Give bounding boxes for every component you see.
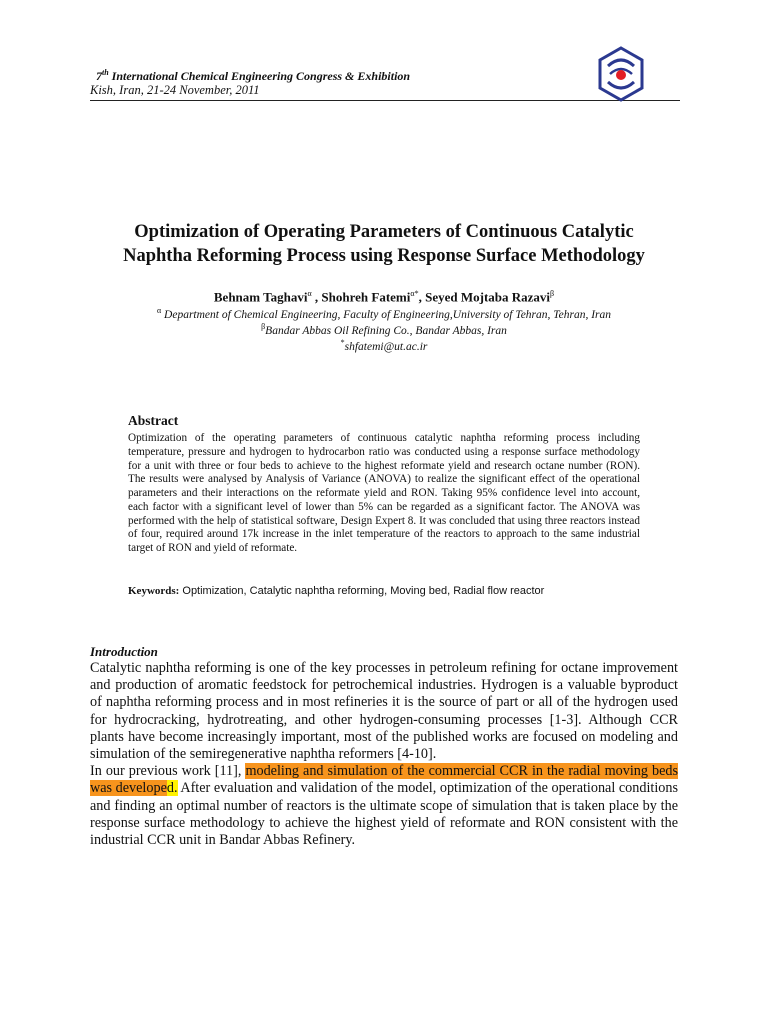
conference-name bbox=[96, 68, 410, 84]
paper-title-line-2: Naphtha Reforming Process using Response Surface Methodology bbox=[123, 246, 645, 266]
affiliation-mark: β bbox=[261, 322, 266, 331]
conference-location: Kish, Iran, 21-24 November, 2011 bbox=[90, 83, 260, 97]
introduction-paragraph-1: Catalytic naphtha reforming is one of the key processes in petroleum refining for octane improvement and production of aromatic feedstock for petrochemical industries. Hydrogen is a valuable byproduct of naphtha reforming process and in most refineries it is the source of part or all of the hydrogen used for hydrocracking, hydrotreating, and other hydrogen-consuming processes [1-3]. Although CCR plants have become increasingly important, most of the published works are focused on modeling and simulation of the semiregenerative naphtha reformers [4-10]. bbox=[90, 660, 678, 763]
header-divider bbox=[90, 100, 680, 101]
corresponding-email bbox=[70, 338, 698, 353]
abstract-heading: Abstract bbox=[128, 413, 179, 428]
author-separator: , bbox=[311, 289, 322, 305]
affiliation-mark: α bbox=[156, 306, 162, 315]
keywords-text: Optimization, Catalytic naphtha reforming, Moving bed, Radial flow reactor bbox=[179, 585, 545, 597]
affiliation-text: Department of Chemical Engineering, Faculty of Engineering,University of Tehran, Tehran, Iran bbox=[161, 308, 612, 321]
author-list bbox=[70, 289, 698, 305]
affiliation-text: Bandar Abbas Oil Refining Co., Bandar Abbas, Iran bbox=[265, 324, 507, 337]
author-name: Seyed Mojtaba Razavi bbox=[425, 289, 551, 305]
paper-title bbox=[70, 220, 698, 268]
keywords bbox=[128, 585, 544, 597]
affiliation-beta bbox=[70, 322, 698, 337]
highlighted-text-orange: modeling and simulation of the commercial CCR in the radial moving beds was develope bbox=[90, 763, 678, 797]
email-mark: * bbox=[340, 338, 345, 347]
conference-logo-icon bbox=[596, 46, 646, 102]
email-text: shfatemi@ut.ac.ir bbox=[344, 340, 428, 353]
introduction-paragraph-2 bbox=[90, 763, 678, 849]
abstract-text: Optimization of the operating parameters of continuous catalytic naphtha reforming process including temperature, pressure and hydrogen to hydrocarbon ratio was conducted using a response surface methodology for a unit with three or four beds to achieve to the highest reformate yield and research octane number (RON). The results were analysed by Analysis of Variance (ANOVA) to realize the significant effect of the operational parameters and their interactions on the reformate yield and RON. Taking 95% confidence level into account, each factor with a significant level of lower than 5% can be regarded as a significant factor. The ANOVA was performed with the help of statistical software, Design Expert 8. It was concluded that using three reactors instead of four, required around 17k increase in the inlet temperature of the reactors to approach to the same industrial target of RON and yield of reformate. bbox=[128, 432, 640, 554]
author-name: Behnam Taghavi bbox=[213, 289, 308, 305]
paragraph-text: In our previous work [11], bbox=[90, 763, 246, 780]
introduction-body bbox=[90, 660, 678, 849]
paper-title-line-1: Optimization of Operating Parameters of Continuous Catalytic bbox=[134, 222, 634, 242]
conference-edition-suffix: th bbox=[102, 68, 109, 77]
highlighted-text-yellow: d. bbox=[166, 780, 178, 797]
conference-title: International Chemical Engineering Congress & Exhibition bbox=[111, 69, 411, 83]
introduction-heading: Introduction bbox=[90, 644, 158, 659]
author-separator: , bbox=[418, 289, 426, 305]
author-mark: β bbox=[550, 289, 555, 298]
paragraph-text: After evaluation and validation of the model, optimization of the operational conditions and finding an optimal number of reactors is the ultimate scope of simulation that is taken place by the response surface methodology to achieve the highest yield of reformate and RON consistent with the industrial CCR unit in Bandar Abbas Refinery. bbox=[90, 780, 678, 849]
conference-edition: 7 bbox=[96, 69, 102, 83]
affiliation-alpha bbox=[70, 306, 698, 321]
keywords-label: Keywords: bbox=[128, 585, 180, 597]
author-mark: α bbox=[307, 289, 312, 298]
author-mark: α* bbox=[410, 289, 419, 298]
author-name: Shohreh Fatemi bbox=[321, 289, 411, 305]
